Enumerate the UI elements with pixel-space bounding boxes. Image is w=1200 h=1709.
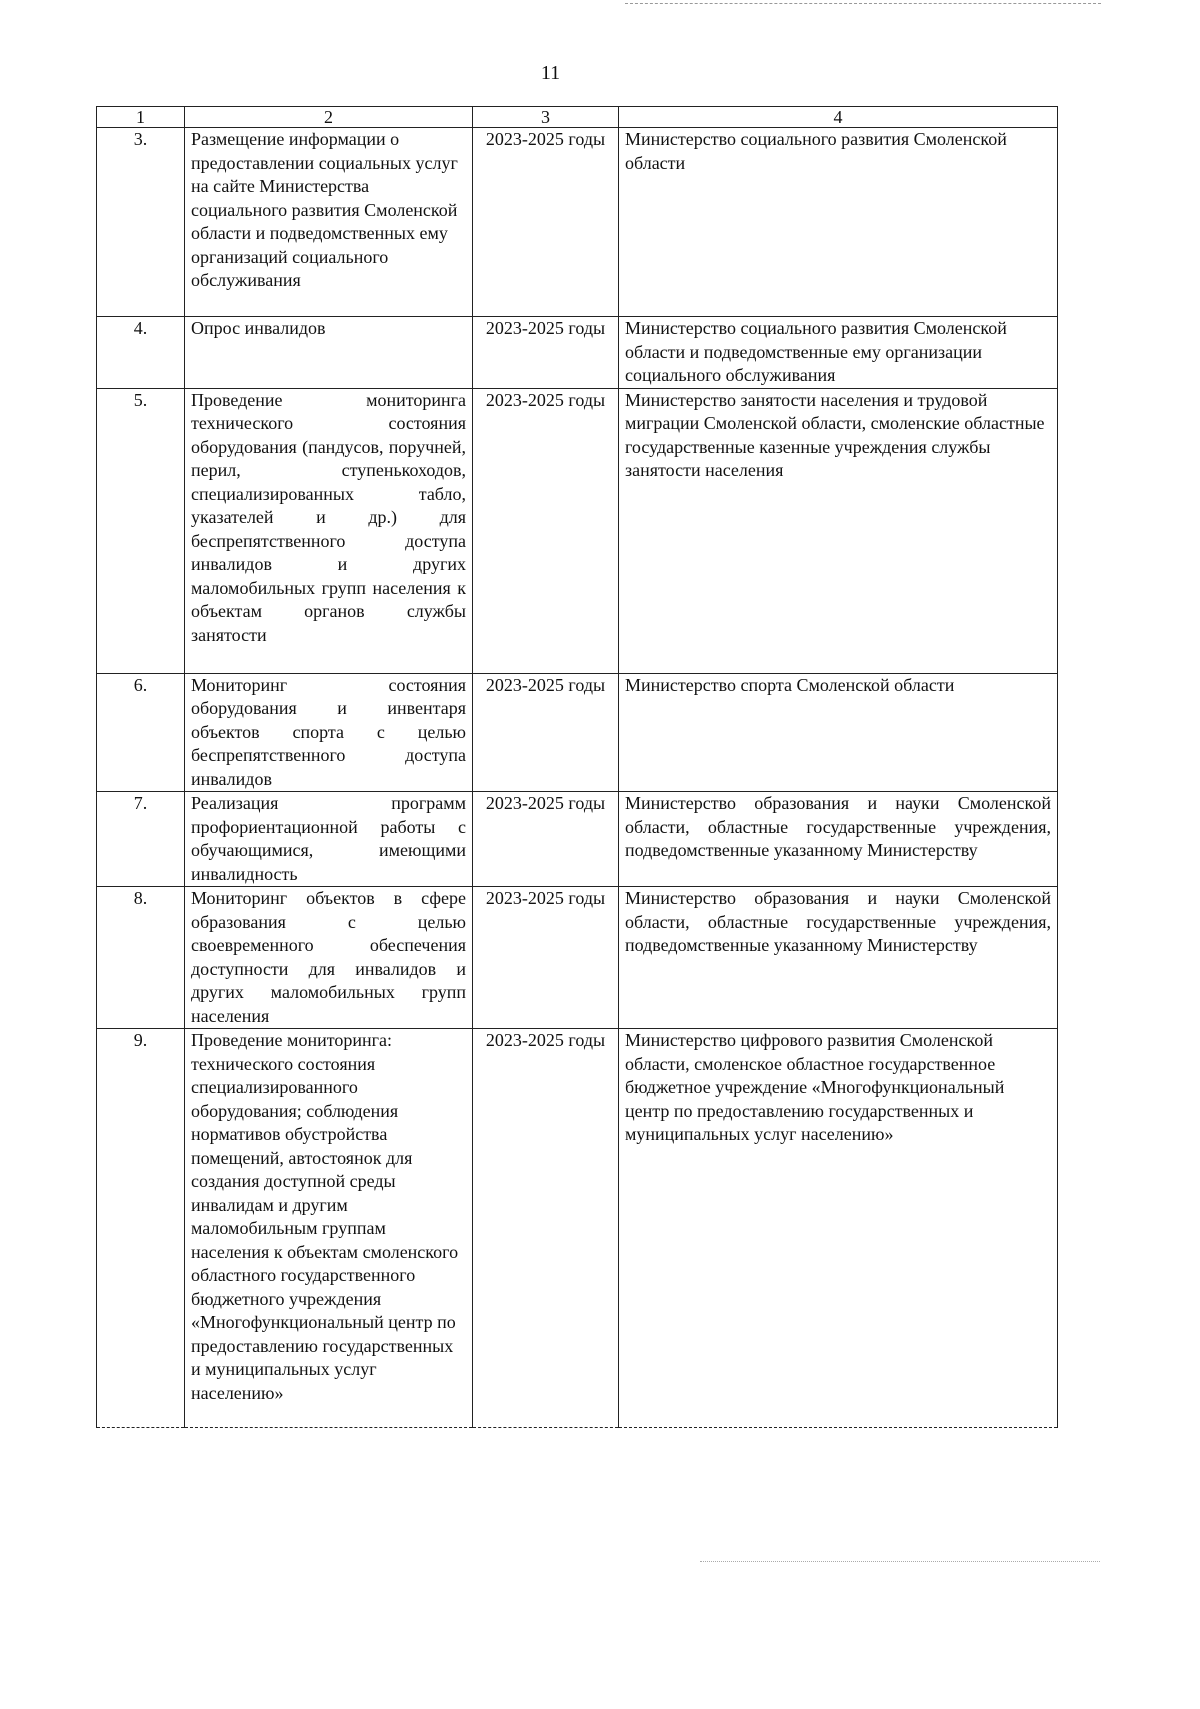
responsible-party: Министерство образования и науки Смоленской области, областные государственные учреждения, подведомственные указанному Министерству — [619, 887, 1058, 1029]
table-row — [97, 1029, 1058, 1428]
scan-edge-mark-top — [625, 3, 1101, 4]
row-number: 3. — [97, 128, 185, 317]
table-row — [97, 317, 1058, 389]
column-header-3: 3 — [473, 107, 619, 128]
row-number: 9. — [97, 1029, 185, 1428]
table-row — [97, 792, 1058, 887]
page-number: 11 — [540, 62, 561, 84]
table-header-row — [97, 107, 1058, 128]
measure-title: Реализация программ профориентационной работы с обучающимися, имеющими инвалидность — [185, 792, 473, 887]
measure-title: Мониторинг состояния оборудования и инвентаря объектов спорта с целью беспрепятственного доступа инвалидов — [185, 673, 473, 792]
measure-title: Опрос инвалидов — [185, 317, 473, 389]
table-row — [97, 128, 1058, 317]
period: 2023-2025 годы — [473, 128, 619, 317]
measures-table — [96, 106, 1058, 1428]
table-row — [97, 673, 1058, 792]
responsible-party: Министерство цифрового развития Смоленской области, смоленское областное государственное бюджетное учреждение «Многофункциональный центр по предоставлению государственных и муниципальных услуг населению» — [619, 1029, 1058, 1428]
responsible-party: Министерство занятости населения и трудовой миграции Смоленской области, смоленские областные государственные казенные учреждения службы занятости населения — [619, 388, 1058, 673]
scan-edge-mark-bottom — [700, 1561, 1100, 1562]
measure-title: Мониторинг объектов в сфере образования с целью своевременного обеспечения доступности для инвалидов и других маломобильных групп населения — [185, 887, 473, 1029]
table-row — [97, 388, 1058, 673]
period: 2023-2025 годы — [473, 1029, 619, 1428]
measure-title: Размещение информации о предоставлении социальных услуг на сайте Министерства социального развития Смоленской области и подведомственных ему организаций социального обслуживания — [185, 128, 473, 317]
responsible-party: Министерство социального развития Смоленской области и подведомственные ему организации социального обслуживания — [619, 317, 1058, 389]
responsible-party: Министерство образования и науки Смоленской области, областные государственные учреждения, подведомственные указанному Министерству — [619, 792, 1058, 887]
period: 2023-2025 годы — [473, 317, 619, 389]
measure-title: Проведение мониторинга технического состояния оборудования (пандусов, поручней, перил, ступенькоходов, специализированных табло, указателей и др.) для беспрепятственного доступа инвалидов и других маломобильных групп населения к объектам органов службы занятости — [185, 388, 473, 673]
responsible-party: Министерство спорта Смоленской области — [619, 673, 1058, 792]
period: 2023-2025 годы — [473, 388, 619, 673]
column-header-1: 1 — [97, 107, 185, 128]
row-number: 4. — [97, 317, 185, 389]
responsible-party: Министерство социального развития Смоленской области — [619, 128, 1058, 317]
period: 2023-2025 годы — [473, 792, 619, 887]
table-row — [97, 887, 1058, 1029]
row-number: 6. — [97, 673, 185, 792]
period: 2023-2025 годы — [473, 887, 619, 1029]
row-number: 7. — [97, 792, 185, 887]
row-number: 5. — [97, 388, 185, 673]
column-header-2: 2 — [185, 107, 473, 128]
row-number: 8. — [97, 887, 185, 1029]
period: 2023-2025 годы — [473, 673, 619, 792]
column-header-4: 4 — [619, 107, 1058, 128]
measure-title: Проведение мониторинга: технического состояния специализированного оборудования; соблюдения нормативов обустройства помещений, автостоянок для создания доступной среды инвалидам и другим маломобильным группам населения к объектам смоленского областного государственного бюджетного учреждения «Многофункциональный центр по предоставлению государственных и муниципальных услуг населению» — [185, 1029, 473, 1428]
